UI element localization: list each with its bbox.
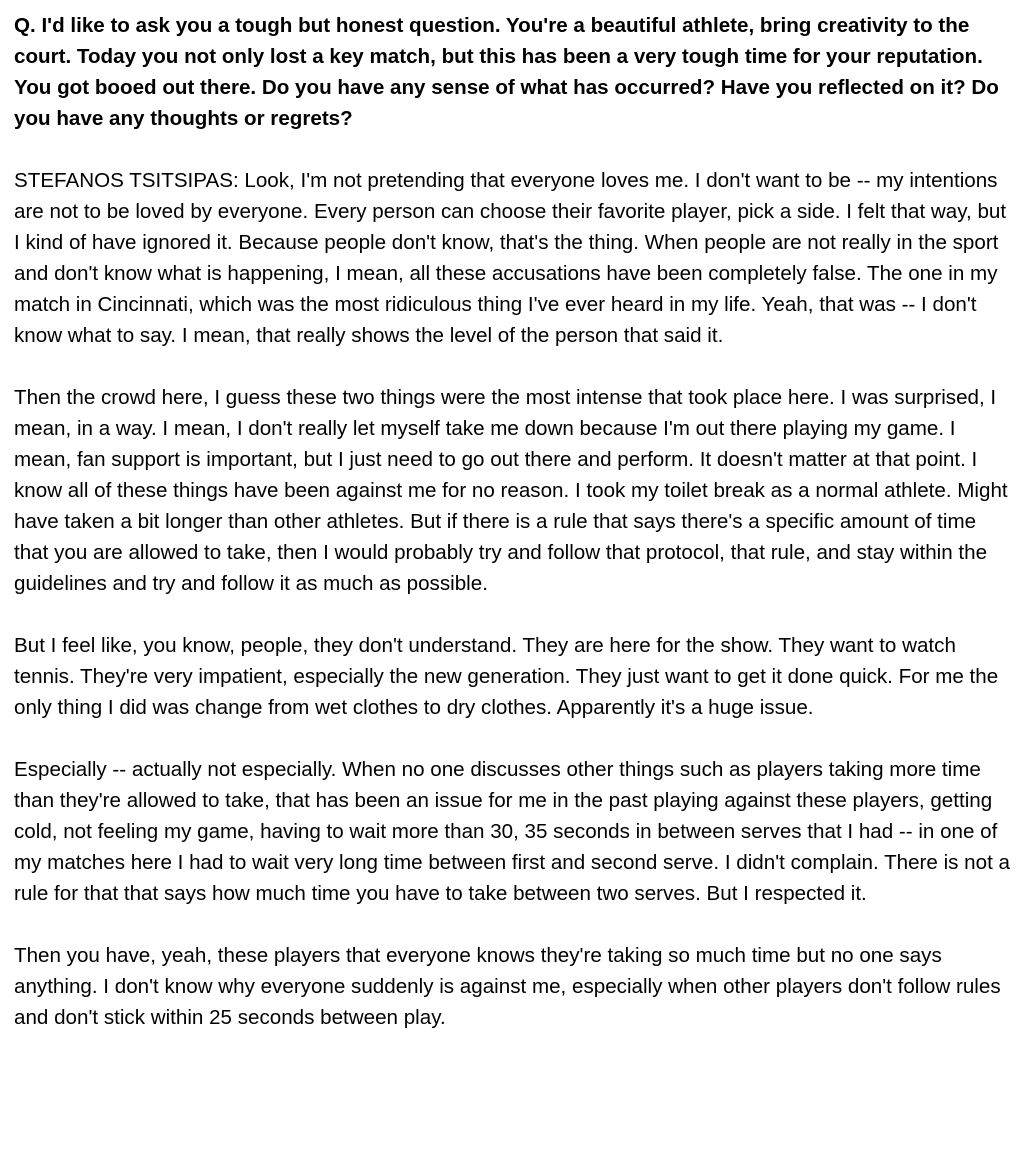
answer-paragraph-5: Then you have, yeah, these players that everyone knows they're taking so much time but no one says anything. I don't know why everyone suddenly is against me, especially when other players don't follow rules and don't stick within 25 seconds between play. bbox=[14, 944, 1001, 1029]
answer-paragraph-4: Especially -- actually not especially. When no one discusses other things such as players taking more time than they're allowed to take, that has been an issue for me in the past playing against these players, getting cold, not feeling my game, having to wait more than 30, 35 seconds in between serves that I had -- in one of my matches here I had to wait very long time between first and second serve. I didn't complain. There is not a rule for that that says how much time you have to take between two serves. But I respected it. bbox=[14, 758, 1010, 905]
answer-paragraph-2: Then the crowd here, I guess these two things were the most intense that took place here. I was surprised, I mean, in a way. I mean, I don't really let myself take me down because I'm out there playing my game. I mean, fan support is important, but I just need to go out there and perform. It doesn't matter at that point. I know all of these things have been against me for no reason. I took my toilet break as a normal athlete. Might have taken a bit longer than other athletes. But if there is a rule that says there's a specific amount of time that you are allowed to take, then I would probably try and follow that protocol, that rule, and stay within the guidelines and try and follow it as much as possible. bbox=[14, 386, 1008, 595]
answer-paragraph-3: But I feel like, you know, people, they don't understand. They are here for the show. They want to watch tennis. They're very impatient, especially the new generation. They just want to get it done quick. For me the only thing I did was change from wet clothes to dry clothes. Apparently it's a huge issue. bbox=[14, 634, 999, 719]
answer-paragraph-1: STEFANOS TSITSIPAS: Look, I'm not pretending that everyone loves me. I don't want to be -- my intentions are not to be loved by everyone. Every person can choose their favorite player, pick a side. I felt that way, but I kind of have ignored it. Because people don't know, that's the thing. When people are not really in the sport and don't know what is happening, I mean, all these accusations have been completely false. The one in my match in Cincinnati, which was the most ridiculous thing I've ever heard in my life. Yeah, that was -- I don't know what to say. I mean, that really shows the level of the person that said it. bbox=[14, 169, 1007, 347]
interview-question: Q. I'd like to ask you a tough but honest question. You're a beautiful athlete, bring creativity to the court. Today you not only lost a key match, but this has been a very tough time for your reputation. You got booed out there. Do you have any sense of what has occurred? Have you reflected on it? Do you have any thoughts or regrets? bbox=[14, 14, 999, 130]
